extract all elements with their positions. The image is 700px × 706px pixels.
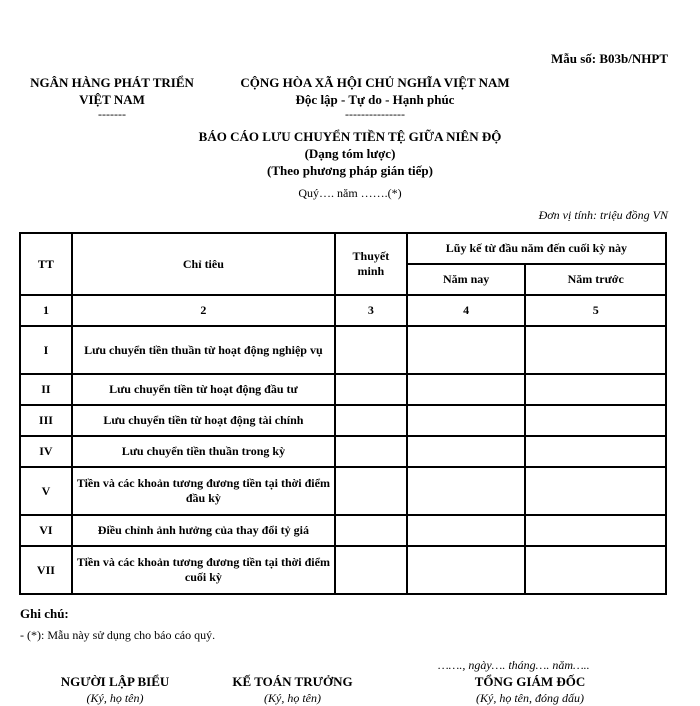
- row-tt: VII: [20, 546, 72, 594]
- row-last-year-cell[interactable]: [525, 374, 666, 405]
- row-note-cell[interactable]: [335, 546, 407, 594]
- form-code: Mẫu số: B03b/NHPT: [550, 51, 668, 66]
- table-row: [20, 467, 666, 515]
- signature-general-director: [440, 674, 620, 706]
- header-tt: TT: [20, 233, 72, 295]
- table-row: [20, 326, 666, 374]
- preparer-instruction: (Ký, họ tên): [86, 691, 144, 705]
- signature-chief-accountant: [215, 674, 370, 706]
- organization-header: [22, 74, 202, 120]
- row-item: Tiền và các khoản tương đương tiền tại thời điểm cuối kỳ: [72, 546, 335, 594]
- notes-heading: Ghi chú:: [20, 606, 69, 621]
- col-number: 4: [407, 295, 526, 326]
- row-this-year-cell[interactable]: [407, 546, 526, 594]
- org-divider: -------: [98, 107, 126, 121]
- row-item: Lưu chuyển tiền thuần từ hoạt động nghiệp vụ: [72, 326, 335, 374]
- report-title-block: [0, 128, 700, 179]
- header-accumulated: Lũy kế từ đầu năm đến cuối kỳ này: [407, 233, 666, 264]
- general-director-instruction: (Ký, họ tên, đóng dấu): [476, 691, 584, 705]
- nation-motto: Độc lập - Tự do - Hạnh phúc: [295, 92, 455, 107]
- nation-name: CỘNG HÒA XÃ HỘI CHỦ NGHĨA VIỆT NAM: [240, 75, 510, 90]
- row-last-year-cell[interactable]: [525, 436, 666, 467]
- row-item: Tiền và các khoản tương đương tiền tại thời điểm đầu kỳ: [72, 467, 335, 515]
- row-this-year-cell[interactable]: [407, 326, 526, 374]
- row-note-cell[interactable]: [335, 374, 407, 405]
- table-row: [20, 546, 666, 594]
- header-this-year: Năm nay: [407, 264, 526, 295]
- national-header: [210, 74, 540, 120]
- header-item: Chỉ tiêu: [72, 233, 335, 295]
- row-note-cell[interactable]: [335, 436, 407, 467]
- report-title: BÁO CÁO LƯU CHUYỂN TIỀN TỆ GIỮA NIÊN ĐỘ: [198, 129, 502, 144]
- row-note-cell[interactable]: [335, 405, 407, 436]
- table-row: [20, 436, 666, 467]
- row-note-cell[interactable]: [335, 326, 407, 374]
- currency-unit: Đơn vị tính: triệu đồng VN: [538, 208, 668, 222]
- col-number: 1: [20, 295, 72, 326]
- org-name-line2: VIỆT NAM: [79, 92, 145, 107]
- preparer-title: NGƯỜI LẬP BIỂU: [60, 674, 170, 689]
- cash-flow-table: [19, 232, 667, 595]
- table-row: [20, 405, 666, 436]
- general-director-title: TỔNG GIÁM ĐỐC: [474, 674, 586, 689]
- row-this-year-cell[interactable]: [407, 515, 526, 546]
- row-note-cell[interactable]: [335, 515, 407, 546]
- signature-preparer: [40, 674, 190, 706]
- signature-date-line: ……., ngày…. tháng…. năm…..: [438, 658, 590, 672]
- col-number: 3: [335, 295, 407, 326]
- chief-accountant-title: KẾ TOÁN TRƯỞNG: [232, 674, 353, 689]
- row-this-year-cell[interactable]: [407, 374, 526, 405]
- row-tt: IV: [20, 436, 72, 467]
- row-last-year-cell[interactable]: [525, 546, 666, 594]
- report-subtitle-method: (Theo phương pháp gián tiếp): [267, 163, 433, 178]
- table-row: [20, 515, 666, 546]
- row-this-year-cell[interactable]: [407, 436, 526, 467]
- chief-accountant-instruction: (Ký, họ tên): [264, 691, 321, 705]
- column-number-row: [20, 295, 666, 326]
- table-header-row: [20, 233, 666, 264]
- header-last-year: Năm trước: [525, 264, 666, 295]
- row-item: Lưu chuyển tiền từ hoạt động đầu tư: [72, 374, 335, 405]
- row-item: Lưu chuyển tiền từ hoạt động tài chính: [72, 405, 335, 436]
- report-subtitle-form: (Dạng tóm lược): [304, 146, 396, 161]
- header-note: Thuyết minh: [335, 233, 407, 295]
- row-last-year-cell[interactable]: [525, 405, 666, 436]
- row-this-year-cell[interactable]: [407, 405, 526, 436]
- row-item: Lưu chuyển tiền thuần trong kỳ: [72, 436, 335, 467]
- table-row: [20, 374, 666, 405]
- row-tt: V: [20, 467, 72, 515]
- row-tt: III: [20, 405, 72, 436]
- row-note-cell[interactable]: [335, 467, 407, 515]
- row-tt: II: [20, 374, 72, 405]
- row-tt: I: [20, 326, 72, 374]
- col-number: 2: [72, 295, 335, 326]
- report-period: Quý…. năm …….(*): [298, 186, 402, 200]
- org-name-line1: NGÂN HÀNG PHÁT TRIỂN: [30, 75, 194, 90]
- note-line: - (*): Mẫu này sử dụng cho báo cáo quý.: [20, 628, 216, 642]
- row-item: Điều chỉnh ảnh hưởng của thay đổi tỷ giá: [72, 515, 335, 546]
- row-last-year-cell[interactable]: [525, 515, 666, 546]
- row-last-year-cell[interactable]: [525, 326, 666, 374]
- nation-divider: ---------------: [345, 107, 405, 121]
- row-last-year-cell[interactable]: [525, 467, 666, 515]
- row-this-year-cell[interactable]: [407, 467, 526, 515]
- col-number: 5: [525, 295, 666, 326]
- row-tt: VI: [20, 515, 72, 546]
